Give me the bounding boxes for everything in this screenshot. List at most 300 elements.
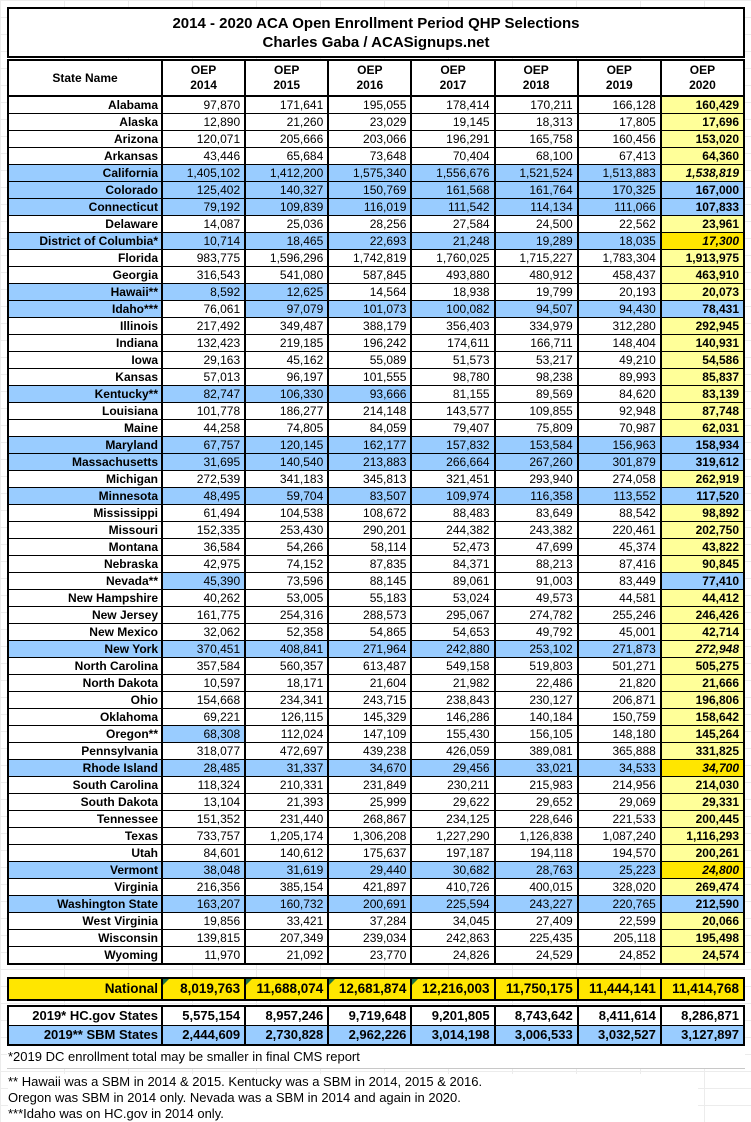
value-cell: 21,666	[661, 675, 744, 692]
value-cell: 519,803	[495, 658, 578, 675]
value-cell: 64,360	[661, 148, 744, 165]
value-cell: 87,416	[578, 556, 661, 573]
value-cell: 341,183	[245, 471, 328, 488]
value-cell: 53,024	[411, 590, 494, 607]
state-row	[8, 624, 744, 641]
footnotes-block	[7, 1069, 745, 1122]
state-name-cell: Oregon**	[8, 726, 162, 743]
value-cell: 196,242	[328, 335, 411, 352]
value-cell: 242,880	[411, 641, 494, 658]
value-cell: 101,073	[328, 301, 411, 318]
state-row	[8, 420, 744, 437]
state-name-cell: Wyoming	[8, 947, 162, 965]
value-cell: 167,000	[661, 182, 744, 199]
state-row	[8, 828, 744, 845]
value-cell: 195,498	[661, 930, 744, 947]
value-cell: 549,158	[411, 658, 494, 675]
value-cell: 22,693	[328, 233, 411, 250]
value-cell: 166,711	[495, 335, 578, 352]
subtotal-value-cell: 3,127,897	[661, 1026, 744, 1046]
value-cell: 194,570	[578, 845, 661, 862]
state-name-cell: North Dakota	[8, 675, 162, 692]
value-cell: 21,820	[578, 675, 661, 692]
value-cell: 501,271	[578, 658, 661, 675]
value-cell: 161,775	[162, 607, 245, 624]
value-cell: 19,289	[495, 233, 578, 250]
state-row	[8, 641, 744, 658]
state-name-cell: Idaho***	[8, 301, 162, 318]
value-cell: 160,429	[661, 96, 744, 114]
state-row	[8, 437, 744, 454]
value-cell: 140,540	[245, 454, 328, 471]
state-name-cell: New Jersey	[8, 607, 162, 624]
state-row	[8, 165, 744, 182]
state-row	[8, 233, 744, 250]
value-cell: 205,666	[245, 131, 328, 148]
value-cell: 140,327	[245, 182, 328, 199]
subtotal-value-cell: 2,444,609	[162, 1026, 245, 1046]
state-name-cell: South Dakota	[8, 794, 162, 811]
state-row	[8, 947, 744, 965]
value-cell: 34,670	[328, 760, 411, 777]
value-cell: 1,760,025	[411, 250, 494, 267]
value-cell: 408,841	[245, 641, 328, 658]
state-row	[8, 131, 744, 148]
value-cell: 321,451	[411, 471, 494, 488]
value-cell: 118,324	[162, 777, 245, 794]
value-cell: 472,697	[245, 743, 328, 760]
value-cell: 21,393	[245, 794, 328, 811]
value-cell: 1,405,102	[162, 165, 245, 182]
value-cell: 74,152	[245, 556, 328, 573]
value-cell: 30,682	[411, 862, 494, 879]
value-cell: 29,440	[328, 862, 411, 879]
value-cell: 83,649	[495, 505, 578, 522]
value-cell: 328,020	[578, 879, 661, 896]
value-cell: 345,813	[328, 471, 411, 488]
value-cell: 21,248	[411, 233, 494, 250]
value-cell: 272,539	[162, 471, 245, 488]
subtotal-row	[8, 1026, 744, 1046]
value-cell: 83,449	[578, 573, 661, 590]
value-cell: 29,331	[661, 794, 744, 811]
value-cell: 85,837	[661, 369, 744, 386]
value-cell: 357,584	[162, 658, 245, 675]
value-cell: 53,005	[245, 590, 328, 607]
value-cell: 84,601	[162, 845, 245, 862]
state-name-cell: Alaska	[8, 114, 162, 131]
value-cell: 73,596	[245, 573, 328, 590]
value-cell: 148,404	[578, 335, 661, 352]
col-header-state: State Name	[8, 60, 162, 96]
state-row	[8, 488, 744, 505]
footnote-line: ***Idaho was on HC.gov in 2014 only.	[8, 1106, 698, 1122]
state-row	[8, 556, 744, 573]
value-cell: 113,552	[578, 488, 661, 505]
sheet-area	[7, 7, 745, 1122]
state-row	[8, 794, 744, 811]
value-cell: 733,757	[162, 828, 245, 845]
value-cell: 194,118	[495, 845, 578, 862]
value-cell: 34,700	[661, 760, 744, 777]
value-cell: 29,456	[411, 760, 494, 777]
state-name-cell: Vermont	[8, 862, 162, 879]
value-cell: 89,061	[411, 573, 494, 590]
value-cell: 116,358	[495, 488, 578, 505]
value-cell: 120,145	[245, 437, 328, 454]
state-row	[8, 403, 744, 420]
value-cell: 117,520	[661, 488, 744, 505]
state-name-cell: Indiana	[8, 335, 162, 352]
footnote-line: Oregon was SBM in 2014 only. Nevada was a SBM in 2014 and again in 2020.	[8, 1090, 698, 1106]
value-cell: 69,221	[162, 709, 245, 726]
state-name-cell: West Virginia	[8, 913, 162, 930]
value-cell: 147,109	[328, 726, 411, 743]
state-row	[8, 658, 744, 675]
value-cell: 1,205,174	[245, 828, 328, 845]
state-name-cell: Wisconsin	[8, 930, 162, 947]
value-cell: 42,975	[162, 556, 245, 573]
value-cell: 32,062	[162, 624, 245, 641]
value-cell: 45,374	[578, 539, 661, 556]
value-cell: 319,612	[661, 454, 744, 471]
value-cell: 17,696	[661, 114, 744, 131]
value-cell: 90,845	[661, 556, 744, 573]
state-name-cell: Hawaii**	[8, 284, 162, 301]
value-cell: 111,066	[578, 199, 661, 216]
national-row	[8, 978, 744, 1000]
state-name-cell: New Mexico	[8, 624, 162, 641]
value-cell: 24,800	[661, 862, 744, 879]
value-cell: 1,538,819	[661, 165, 744, 182]
state-name-cell: California	[8, 165, 162, 182]
value-cell: 77,410	[661, 573, 744, 590]
value-cell: 70,404	[411, 148, 494, 165]
value-cell: 29,622	[411, 794, 494, 811]
value-cell: 94,430	[578, 301, 661, 318]
state-name-cell: Illinois	[8, 318, 162, 335]
value-cell: 83,139	[661, 386, 744, 403]
value-cell: 59,704	[245, 488, 328, 505]
footnote-line: ** Hawaii was a SBM in 2014 & 2015. Kentucky was a SBM in 2014, 2015 & 2016.	[8, 1074, 698, 1090]
table-body	[8, 96, 744, 964]
value-cell: 316,543	[162, 267, 245, 284]
subtotal-value-cell: 3,032,527	[578, 1026, 661, 1046]
value-cell: 109,974	[411, 488, 494, 505]
value-cell: 20,066	[661, 913, 744, 930]
state-name-cell: Oklahoma	[8, 709, 162, 726]
value-cell: 388,179	[328, 318, 411, 335]
value-cell: 52,473	[411, 539, 494, 556]
value-cell: 349,487	[245, 318, 328, 335]
value-cell: 84,620	[578, 386, 661, 403]
value-cell: 334,979	[495, 318, 578, 335]
value-cell: 266,664	[411, 454, 494, 471]
value-cell: 1,412,200	[245, 165, 328, 182]
state-row	[8, 386, 744, 403]
value-cell: 505,275	[661, 658, 744, 675]
value-cell: 214,030	[661, 777, 744, 794]
national-label-cell: National	[8, 978, 162, 1000]
state-name-cell: Louisiana	[8, 403, 162, 420]
value-cell: 161,568	[411, 182, 494, 199]
state-row	[8, 573, 744, 590]
value-cell: 220,765	[578, 896, 661, 913]
value-cell: 161,764	[495, 182, 578, 199]
value-cell: 43,446	[162, 148, 245, 165]
value-cell: 31,619	[245, 862, 328, 879]
state-row	[8, 284, 744, 301]
value-cell: 48,495	[162, 488, 245, 505]
page-subtitle: Charles Gaba / ACASignups.net	[262, 34, 490, 51]
value-cell: 89,993	[578, 369, 661, 386]
value-cell: 1,742,819	[328, 250, 411, 267]
value-cell: 109,839	[245, 199, 328, 216]
value-cell: 62,031	[661, 420, 744, 437]
value-cell: 230,127	[495, 692, 578, 709]
national-value-cell: 12,216,003	[411, 978, 494, 1000]
value-cell: 34,533	[578, 760, 661, 777]
value-cell: 25,036	[245, 216, 328, 233]
value-cell: 234,125	[411, 811, 494, 828]
value-cell: 253,102	[495, 641, 578, 658]
value-cell: 243,715	[328, 692, 411, 709]
value-cell: 24,852	[578, 947, 661, 965]
value-cell: 84,371	[411, 556, 494, 573]
value-cell: 140,612	[245, 845, 328, 862]
value-cell: 65,684	[245, 148, 328, 165]
value-cell: 331,825	[661, 743, 744, 760]
state-name-cell: District of Columbia*	[8, 233, 162, 250]
value-cell: 75,809	[495, 420, 578, 437]
state-name-cell: Tennessee	[8, 811, 162, 828]
value-cell: 33,021	[495, 760, 578, 777]
value-cell: 271,964	[328, 641, 411, 658]
national-value-cell: 12,681,874	[328, 978, 411, 1000]
value-cell: 385,154	[245, 879, 328, 896]
value-cell: 18,035	[578, 233, 661, 250]
value-cell: 1,521,524	[495, 165, 578, 182]
col-header-oep-2014: OEP 2014	[162, 60, 245, 96]
state-name-cell: Montana	[8, 539, 162, 556]
state-name-cell: North Carolina	[8, 658, 162, 675]
value-cell: 318,077	[162, 743, 245, 760]
value-cell: 29,069	[578, 794, 661, 811]
state-name-cell: Florida	[8, 250, 162, 267]
value-cell: 23,029	[328, 114, 411, 131]
value-cell: 228,646	[495, 811, 578, 828]
state-row	[8, 896, 744, 913]
value-cell: 81,155	[411, 386, 494, 403]
value-cell: 1,227,290	[411, 828, 494, 845]
value-cell: 207,349	[245, 930, 328, 947]
value-cell: 243,227	[495, 896, 578, 913]
state-name-cell: Kentucky**	[8, 386, 162, 403]
value-cell: 17,805	[578, 114, 661, 131]
subtotal-value-cell: 9,719,648	[328, 1006, 411, 1026]
value-cell: 221,533	[578, 811, 661, 828]
value-cell: 8,592	[162, 284, 245, 301]
state-name-cell: New Hampshire	[8, 590, 162, 607]
value-cell: 29,163	[162, 352, 245, 369]
value-cell: 219,185	[245, 335, 328, 352]
value-cell: 214,148	[328, 403, 411, 420]
value-cell: 111,542	[411, 199, 494, 216]
state-row	[8, 199, 744, 216]
value-cell: 53,217	[495, 352, 578, 369]
value-cell: 19,799	[495, 284, 578, 301]
value-cell: 49,210	[578, 352, 661, 369]
value-cell: 389,081	[495, 743, 578, 760]
value-cell: 79,407	[411, 420, 494, 437]
value-cell: 271,873	[578, 641, 661, 658]
state-row	[8, 862, 744, 879]
value-cell: 262,919	[661, 471, 744, 488]
state-row	[8, 590, 744, 607]
value-cell: 54,865	[328, 624, 411, 641]
value-cell: 79,192	[162, 199, 245, 216]
value-cell: 220,461	[578, 522, 661, 539]
value-cell: 27,584	[411, 216, 494, 233]
value-cell: 153,020	[661, 131, 744, 148]
value-cell: 67,413	[578, 148, 661, 165]
value-cell: 100,082	[411, 301, 494, 318]
state-row	[8, 471, 744, 488]
value-cell: 165,758	[495, 131, 578, 148]
value-cell: 356,403	[411, 318, 494, 335]
value-cell: 92,948	[578, 403, 661, 420]
value-cell: 94,507	[495, 301, 578, 318]
value-cell: 162,177	[328, 437, 411, 454]
value-cell: 116,019	[328, 199, 411, 216]
value-cell: 983,775	[162, 250, 245, 267]
value-cell: 1,783,304	[578, 250, 661, 267]
value-cell: 25,999	[328, 794, 411, 811]
value-cell: 25,223	[578, 862, 661, 879]
state-name-cell: Massachusetts	[8, 454, 162, 471]
value-cell: 120,071	[162, 131, 245, 148]
value-cell: 108,672	[328, 505, 411, 522]
subtotal-value-cell: 8,743,642	[495, 1006, 578, 1026]
state-row	[8, 301, 744, 318]
value-cell: 98,780	[411, 369, 494, 386]
value-cell: 89,569	[495, 386, 578, 403]
value-cell: 148,180	[578, 726, 661, 743]
value-cell: 21,982	[411, 675, 494, 692]
value-cell: 480,912	[495, 267, 578, 284]
header-row	[8, 60, 744, 96]
value-cell: 216,356	[162, 879, 245, 896]
value-cell: 200,261	[661, 845, 744, 862]
value-cell: 243,382	[495, 522, 578, 539]
value-cell: 73,648	[328, 148, 411, 165]
value-cell: 301,879	[578, 454, 661, 471]
value-cell: 213,883	[328, 454, 411, 471]
value-cell: 244,382	[411, 522, 494, 539]
value-cell: 426,059	[411, 743, 494, 760]
table-header	[8, 60, 744, 96]
value-cell: 166,128	[578, 96, 661, 114]
col-header-oep-2015: OEP 2015	[245, 60, 328, 96]
state-name-cell: Nebraska	[8, 556, 162, 573]
value-cell: 205,118	[578, 930, 661, 947]
value-cell: 33,421	[245, 913, 328, 930]
state-name-cell: Missouri	[8, 522, 162, 539]
value-cell: 152,335	[162, 522, 245, 539]
col-header-oep-2019: OEP 2019	[578, 60, 661, 96]
value-cell: 560,357	[245, 658, 328, 675]
col-header-oep-2016: OEP 2016	[328, 60, 411, 96]
state-row	[8, 216, 744, 233]
value-cell: 20,073	[661, 284, 744, 301]
national-value-cell: 11,750,175	[495, 978, 578, 1000]
state-name-cell: Pennsylvania	[8, 743, 162, 760]
state-row	[8, 539, 744, 556]
value-cell: 541,080	[245, 267, 328, 284]
value-cell: 197,187	[411, 845, 494, 862]
subtotal-value-cell: 8,957,246	[245, 1006, 328, 1026]
value-cell: 463,910	[661, 267, 744, 284]
value-cell: 44,412	[661, 590, 744, 607]
value-cell: 269,474	[661, 879, 744, 896]
state-name-cell: Kansas	[8, 369, 162, 386]
value-cell: 242,863	[411, 930, 494, 947]
value-cell: 215,983	[495, 777, 578, 794]
state-name-cell: Nevada**	[8, 573, 162, 590]
state-row	[8, 675, 744, 692]
state-row	[8, 318, 744, 335]
value-cell: 10,597	[162, 675, 245, 692]
state-row	[8, 335, 744, 352]
state-name-cell: Georgia	[8, 267, 162, 284]
value-cell: 98,238	[495, 369, 578, 386]
value-cell: 82,747	[162, 386, 245, 403]
value-cell: 88,483	[411, 505, 494, 522]
value-cell: 34,045	[411, 913, 494, 930]
value-cell: 1,575,340	[328, 165, 411, 182]
value-cell: 98,892	[661, 505, 744, 522]
value-cell: 42,714	[661, 624, 744, 641]
value-cell: 170,211	[495, 96, 578, 114]
state-row	[8, 709, 744, 726]
value-cell: 23,961	[661, 216, 744, 233]
state-name-cell: Washington State	[8, 896, 162, 913]
value-cell: 101,555	[328, 369, 411, 386]
value-cell: 1,513,883	[578, 165, 661, 182]
value-cell: 47,699	[495, 539, 578, 556]
state-row	[8, 726, 744, 743]
value-cell: 101,778	[162, 403, 245, 420]
value-cell: 28,763	[495, 862, 578, 879]
value-cell: 28,256	[328, 216, 411, 233]
value-cell: 170,325	[578, 182, 661, 199]
value-cell: 24,574	[661, 947, 744, 965]
page-title: 2014 - 2020 ACA Open Enrollment Period QHP Selections	[172, 15, 580, 32]
value-cell: 587,845	[328, 267, 411, 284]
state-row	[8, 369, 744, 386]
value-cell: 17,300	[661, 233, 744, 250]
value-cell: 217,492	[162, 318, 245, 335]
state-row	[8, 96, 744, 114]
value-cell: 200,691	[328, 896, 411, 913]
value-cell: 112,024	[245, 726, 328, 743]
value-cell: 1,715,227	[495, 250, 578, 267]
value-cell: 70,987	[578, 420, 661, 437]
state-name-cell: New York	[8, 641, 162, 658]
state-name-cell: Michigan	[8, 471, 162, 488]
state-row	[8, 250, 744, 267]
value-cell: 22,562	[578, 216, 661, 233]
